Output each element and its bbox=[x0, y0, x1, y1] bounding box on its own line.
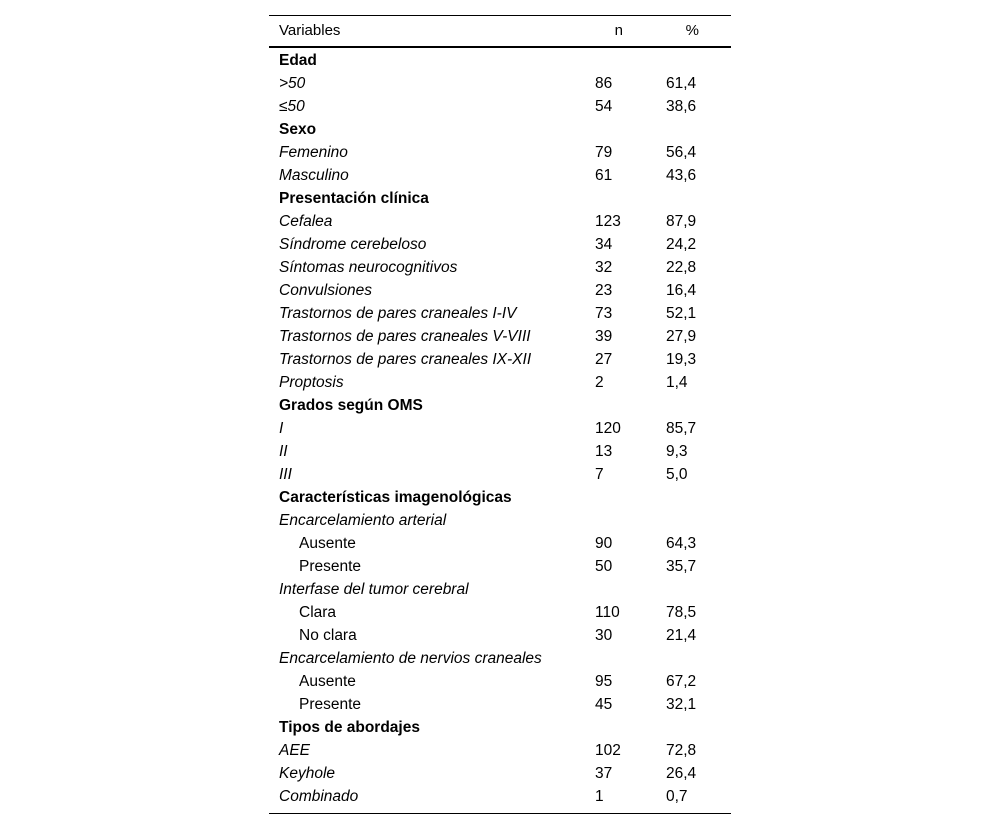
cell-n: 73 bbox=[595, 305, 613, 322]
row-label: II bbox=[279, 443, 288, 460]
row-label: AEE bbox=[279, 742, 311, 759]
row-label: Combinado bbox=[279, 788, 359, 805]
section-label: Edad bbox=[279, 52, 317, 69]
cell-n: 95 bbox=[595, 673, 613, 690]
header-percent: % bbox=[685, 22, 699, 39]
row-label: ≤50 bbox=[279, 98, 305, 115]
table-row bbox=[269, 325, 731, 348]
cell-n: 27 bbox=[595, 351, 613, 368]
header-rule bbox=[269, 46, 731, 48]
cell-n: 13 bbox=[595, 443, 613, 460]
cell-percent: 19,3 bbox=[666, 351, 697, 368]
cell-n: 120 bbox=[595, 420, 621, 437]
table-row bbox=[269, 164, 731, 187]
cell-n: 123 bbox=[595, 213, 621, 230]
cell-percent: 26,4 bbox=[666, 765, 697, 782]
table-row bbox=[269, 532, 731, 555]
table-row bbox=[269, 509, 731, 532]
table-row bbox=[269, 72, 731, 95]
table-row bbox=[269, 348, 731, 371]
section-label: Presentación clínica bbox=[279, 190, 429, 207]
section-header-row bbox=[269, 187, 731, 210]
cell-percent: 72,8 bbox=[666, 742, 697, 759]
row-label: Síntomas neurocognitivos bbox=[279, 259, 458, 276]
row-label: I bbox=[279, 420, 284, 437]
cell-n: 45 bbox=[595, 696, 613, 713]
header-n: n bbox=[614, 22, 623, 39]
row-label: Femenino bbox=[279, 144, 348, 161]
section-label: Sexo bbox=[279, 121, 317, 138]
table-row bbox=[269, 647, 731, 670]
table-row bbox=[269, 762, 731, 785]
section-header-row bbox=[269, 118, 731, 141]
row-label: Encarcelamiento de nervios craneales bbox=[279, 650, 542, 667]
row-label: No clara bbox=[299, 627, 357, 644]
section-header-row bbox=[269, 394, 731, 417]
row-label: Clara bbox=[299, 604, 337, 621]
cell-n: 102 bbox=[595, 742, 621, 759]
cell-percent: 67,2 bbox=[666, 673, 697, 690]
cell-percent: 24,2 bbox=[666, 236, 697, 253]
section-label: Tipos de abordajes bbox=[279, 719, 420, 736]
table-row bbox=[269, 555, 731, 578]
cell-n: 61 bbox=[595, 167, 613, 184]
table-row bbox=[269, 670, 731, 693]
table-row bbox=[269, 279, 731, 302]
table-row bbox=[269, 624, 731, 647]
table-row bbox=[269, 739, 731, 762]
cell-n: 54 bbox=[595, 98, 613, 115]
cell-n: 79 bbox=[595, 144, 613, 161]
cell-n: 34 bbox=[595, 236, 613, 253]
row-label: Encarcelamiento arterial bbox=[279, 512, 447, 529]
table-row bbox=[269, 210, 731, 233]
cell-percent: 56,4 bbox=[666, 144, 697, 161]
table-body bbox=[269, 49, 731, 808]
row-label: Cefalea bbox=[279, 213, 333, 230]
cell-percent: 52,1 bbox=[666, 305, 697, 322]
cell-n: 32 bbox=[595, 259, 613, 276]
cell-percent: 78,5 bbox=[666, 604, 697, 621]
row-label: >50 bbox=[279, 75, 306, 92]
cell-n: 7 bbox=[595, 466, 604, 483]
cell-n: 30 bbox=[595, 627, 613, 644]
cell-n: 23 bbox=[595, 282, 613, 299]
cell-percent: 32,1 bbox=[666, 696, 697, 713]
cell-percent: 85,7 bbox=[666, 420, 697, 437]
section-header-row bbox=[269, 486, 731, 509]
cell-percent: 87,9 bbox=[666, 213, 697, 230]
row-label: Trastornos de pares craneales V-VIII bbox=[279, 328, 531, 345]
table-row bbox=[269, 95, 731, 118]
cell-percent: 43,6 bbox=[666, 167, 697, 184]
row-label: Trastornos de pares craneales I-IV bbox=[279, 305, 517, 322]
table-row bbox=[269, 785, 731, 808]
section-label: Grados según OMS bbox=[279, 397, 423, 414]
cell-n: 2 bbox=[595, 374, 604, 391]
table-row bbox=[269, 256, 731, 279]
row-label: Masculino bbox=[279, 167, 349, 184]
row-label: Presente bbox=[299, 696, 362, 713]
table-bottom-rule bbox=[269, 813, 731, 814]
cell-n: 50 bbox=[595, 558, 613, 575]
table-row bbox=[269, 578, 731, 601]
row-label: Síndrome cerebeloso bbox=[279, 236, 427, 253]
cell-n: 90 bbox=[595, 535, 613, 552]
row-label: Proptosis bbox=[279, 374, 344, 391]
table-row bbox=[269, 693, 731, 716]
cell-n: 86 bbox=[595, 75, 613, 92]
cell-n: 39 bbox=[595, 328, 613, 345]
table-row bbox=[269, 233, 731, 256]
row-label: Keyhole bbox=[279, 765, 336, 782]
cell-percent: 22,8 bbox=[666, 259, 697, 276]
table-top-rule bbox=[269, 15, 731, 16]
cell-n: 1 bbox=[595, 788, 604, 805]
table-row bbox=[269, 417, 731, 440]
header-variables: Variables bbox=[279, 22, 341, 39]
cell-percent: 64,3 bbox=[666, 535, 697, 552]
table-row bbox=[269, 463, 731, 486]
section-header-row bbox=[269, 49, 731, 72]
row-label: Interfase del tumor cerebral bbox=[279, 581, 469, 598]
section-label: Características imagenológicas bbox=[279, 489, 512, 506]
table-row bbox=[269, 141, 731, 164]
row-label: Presente bbox=[299, 558, 362, 575]
cell-n: 110 bbox=[595, 604, 620, 621]
row-label: Convulsiones bbox=[279, 282, 373, 299]
row-label: Ausente bbox=[299, 535, 356, 552]
row-label: III bbox=[279, 466, 292, 483]
section-header-row bbox=[269, 716, 731, 739]
cell-n: 37 bbox=[595, 765, 613, 782]
row-label: Ausente bbox=[299, 673, 356, 690]
cell-percent: 0,7 bbox=[666, 788, 688, 805]
table-row bbox=[269, 302, 731, 325]
cell-percent: 35,7 bbox=[666, 558, 697, 575]
row-label: Trastornos de pares craneales IX-XII bbox=[279, 351, 532, 368]
table-row bbox=[269, 371, 731, 394]
cell-percent: 9,3 bbox=[666, 443, 688, 460]
cell-percent: 21,4 bbox=[666, 627, 697, 644]
cell-percent: 16,4 bbox=[666, 282, 697, 299]
cell-percent: 5,0 bbox=[666, 466, 688, 483]
cell-percent: 38,6 bbox=[666, 98, 697, 115]
cell-percent: 27,9 bbox=[666, 328, 697, 345]
table-row bbox=[269, 601, 731, 624]
table-row bbox=[269, 440, 731, 463]
cell-percent: 1,4 bbox=[666, 374, 688, 391]
cell-percent: 61,4 bbox=[666, 75, 697, 92]
